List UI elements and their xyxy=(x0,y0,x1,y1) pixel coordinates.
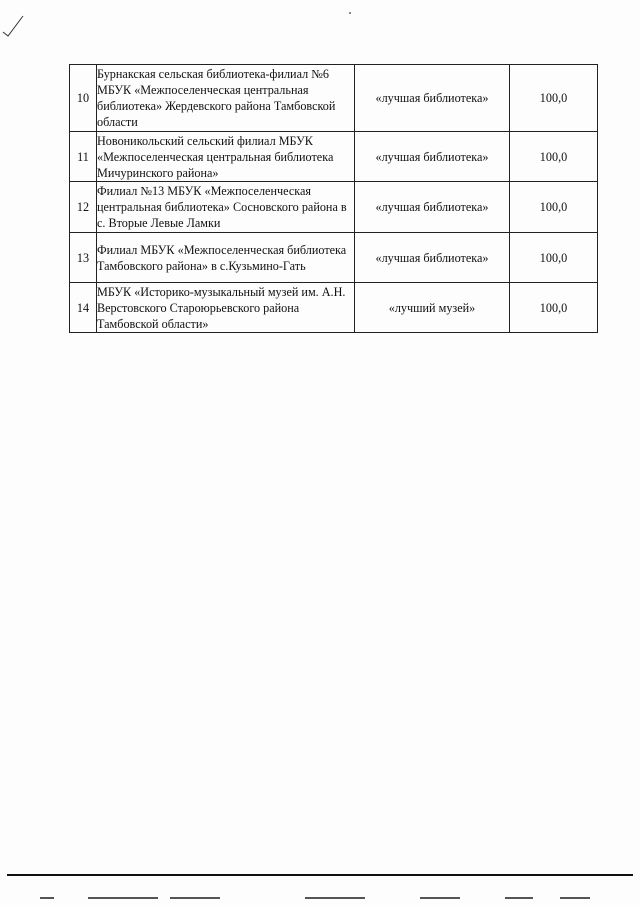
score: 100,0 xyxy=(510,233,598,283)
row-number: 13 xyxy=(70,233,97,283)
table-row xyxy=(70,182,598,233)
score: 100,0 xyxy=(510,182,598,233)
bottom-rule xyxy=(7,874,633,876)
institution-name: Бурнакская сельская библиотека-филиал №6 МБУК «Межпоселенческая центральная библиотека» Жердевского района Тамбовской области xyxy=(97,65,355,132)
row-number: 11 xyxy=(70,132,97,182)
institution-name: Филиал МБУК «Межпоселенческая библиотека Тамбовского района» в с.Кузьмино-Гать xyxy=(97,233,355,283)
score: 100,0 xyxy=(510,132,598,182)
institution-name: МБУК «Историко-музыкальный музей им. А.Н. Верстовского Староюрьевского района Тамбовской области» xyxy=(97,283,355,333)
results-table xyxy=(69,64,598,333)
row-number: 14 xyxy=(70,283,97,333)
table-row xyxy=(70,233,598,283)
score: 100,0 xyxy=(510,65,598,132)
nomination: «лучшая библиотека» xyxy=(355,233,510,283)
scan-dot xyxy=(349,12,351,14)
nomination: «лучшая библиотека» xyxy=(355,65,510,132)
institution-name: Филиал №13 МБУК «Межпоселенческая центральная библиотека» Сосновского района в с. Вторые Левые Ламки xyxy=(97,182,355,233)
table-row xyxy=(70,283,598,333)
nomination: «лучшая библиотека» xyxy=(355,182,510,233)
checkmark-icon xyxy=(2,14,24,38)
table-row xyxy=(70,132,598,182)
table-row xyxy=(70,65,598,132)
institution-name: Новоникольский сельский филиал МБУК «Межпоселенческая центральная библиотека Мичуринского района» xyxy=(97,132,355,182)
scan-artifact xyxy=(0,897,640,901)
score: 100,0 xyxy=(510,283,598,333)
row-number: 10 xyxy=(70,65,97,132)
nomination: «лучшая библиотека» xyxy=(355,132,510,182)
row-number: 12 xyxy=(70,182,97,233)
nomination: «лучший музей» xyxy=(355,283,510,333)
